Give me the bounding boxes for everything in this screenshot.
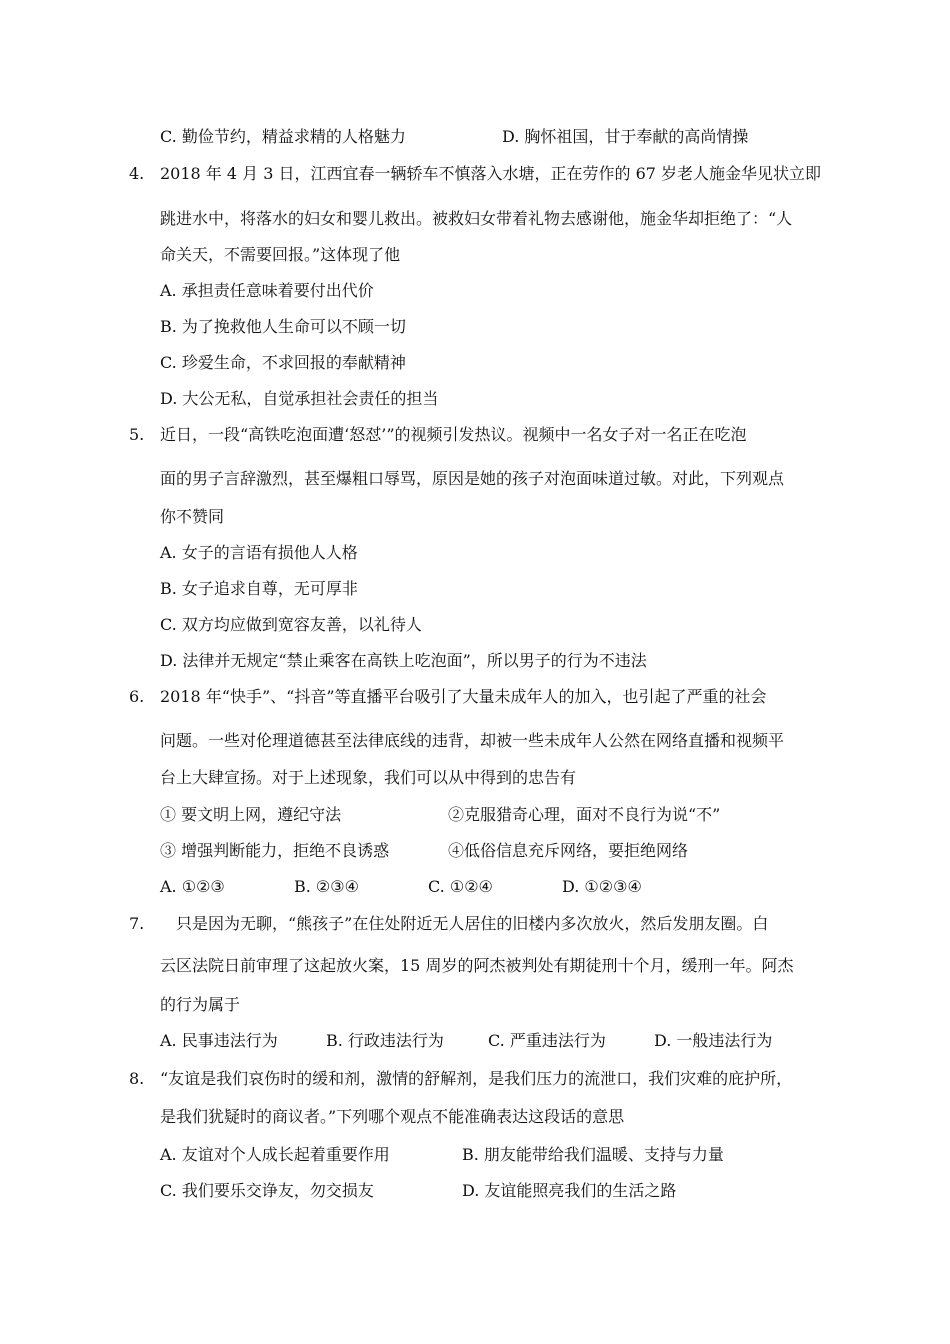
q5-stem-line: 近日，一段“高铁吃泡面遭‘怒怼’”的视频引发热议。视频中一名女子对一名正在吃泡: [160, 425, 747, 444]
q7-stem-line: 的行为属于: [160, 995, 241, 1014]
q8-option-d: D. 友谊能照亮我们的生活之路: [462, 1181, 677, 1200]
q6-item-2: ②克服猎奇心理，面对不良行为说“不”: [448, 805, 721, 824]
q6-option-c: C. ①②④: [428, 877, 493, 896]
q7-number: 7.: [129, 914, 145, 933]
q6-item-3: ③ 增强判断能力，拒绝不良诱惑: [160, 841, 390, 860]
q7-stem-line: 只是因为无聊，“熊孩子”在住处附近无人居住的旧楼内多次放火，然后发朋友圈。白: [176, 914, 769, 933]
q5-stem-line: 你不赞同: [160, 507, 225, 526]
q6-option-a: A. ①②③: [160, 877, 225, 896]
q7-option-c: C. 严重违法行为: [488, 1031, 606, 1050]
q7-option-a: A. 民事违法行为: [160, 1031, 278, 1050]
q5-option-a: A. 女子的言语有损他人人格: [160, 543, 358, 562]
q7-option-d: D. 一般违法行为: [654, 1031, 773, 1050]
q6-stem-line: 2018 年“快手”、“抖音”等直播平台吸引了大量未成年人的加入，也引起了严重的社会: [160, 687, 767, 706]
q4-stem-line: 命关天，不需要回报。”这体现了他: [160, 245, 401, 264]
q8-option-a: A. 友谊对个人成长起着重要作用: [160, 1145, 390, 1164]
q8-number: 8.: [129, 1069, 145, 1088]
q5-option-d: D. 法律并无规定“禁止乘客在高铁上吃泡面”，所以男子的行为不违法: [160, 651, 647, 670]
q5-option-c: C. 双方均应做到宽容友善，以礼待人: [160, 615, 422, 634]
q4-stem-line: 2018 年 4 月 3 日，江西宜春一辆轿车不慎落入水塘，正在劳作的 67 岁老人施金华见状立即: [160, 164, 822, 183]
q8-stem-line: “友谊是我们哀伤时的缓和剂，激情的舒解剂，是我们压力的流泄口，我们灾难的庇护所，: [160, 1069, 793, 1088]
q5-stem-line: 面的男子言辞激烈，甚至爆粗口辱骂，原因是她的孩子对泡面味道过敏。对此，下列观点: [160, 469, 785, 488]
q4-number: 4.: [129, 164, 145, 183]
q6-option-b: B. ②③④: [294, 877, 359, 896]
q4-option-d: D. 大公无私，自觉承担社会责任的担当: [160, 389, 439, 408]
q3-option-c: C. 勤俭节约，精益求精的人格魅力: [160, 127, 406, 146]
q4-option-c: C. 珍爱生命，不求回报的奉献精神: [160, 353, 406, 372]
q8-option-b: B. 朋友能带给我们温暖、支持与力量: [462, 1145, 724, 1164]
q6-option-d: D. ①②③④: [562, 877, 642, 896]
q7-stem-line: 云区法院日前审理了这起放火案，15 周岁的阿杰被判处有期徒刑十个月，缓刑一年。阿杰: [160, 956, 794, 975]
q6-stem-line: 台上大肆宣扬。对于上述现象，我们可以从中得到的忠告有: [160, 768, 577, 787]
q4-option-a: A. 承担责任意味着要付出代价: [160, 281, 374, 300]
q6-item-4: ④低俗信息充斥网络，要拒绝网络: [448, 841, 689, 860]
q5-option-b: B. 女子追求自尊，无可厚非: [160, 579, 358, 598]
q6-number: 6.: [129, 687, 145, 706]
q7-option-b: B. 行政违法行为: [326, 1031, 444, 1050]
q5-number: 5.: [129, 425, 145, 444]
q8-stem-line: 是我们犹疑时的商议者。”下列哪个观点不能准确表达这段话的意思: [160, 1107, 625, 1126]
q4-stem-line: 跳进水中，将落水的妇女和婴儿救出。被救妇女带着礼物去感谢他，施金华却拒绝了：“人: [160, 209, 793, 228]
q6-item-1: ① 要文明上网，遵纪守法: [160, 805, 342, 824]
q6-stem-line: 问题。一些对伦理道德甚至法律底线的违背，却被一些未成年人公然在网络直播和视频平: [160, 731, 785, 750]
q8-option-c: C. 我们要乐交诤友，勿交损友: [160, 1181, 374, 1200]
q3-option-d: D. 胸怀祖国，甘于奉献的高尚情操: [502, 127, 749, 146]
q4-option-b: B. 为了挽救他人生命可以不顾一切: [160, 317, 406, 336]
